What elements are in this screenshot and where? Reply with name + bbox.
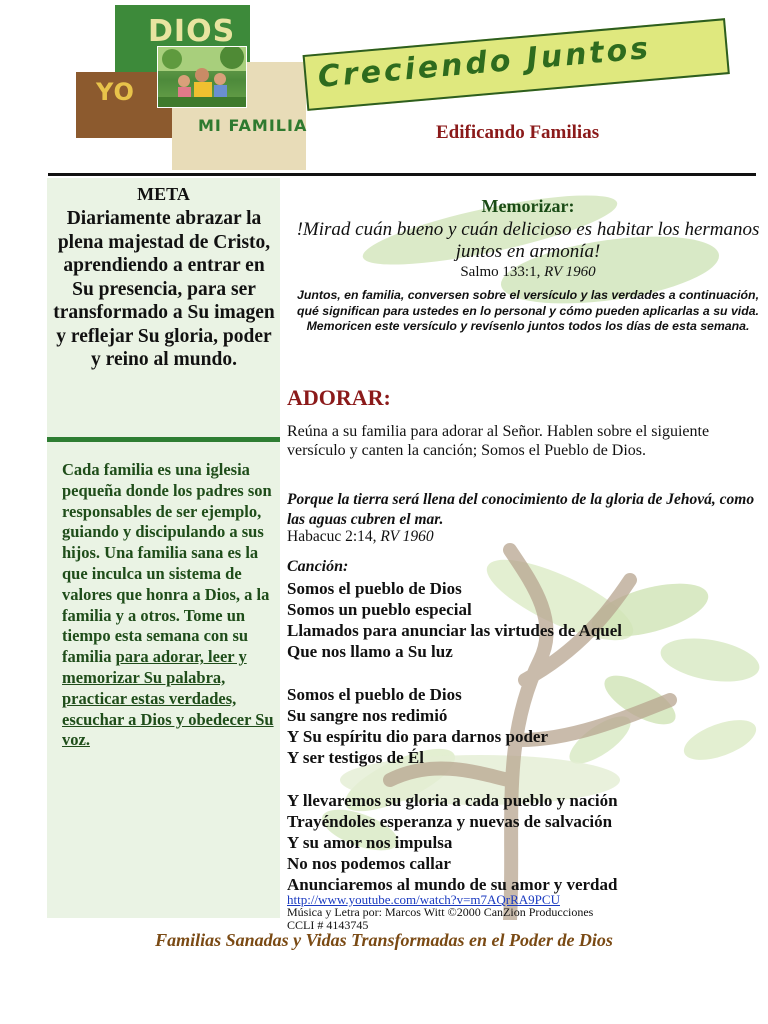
page-subtitle: Edificando Familias [436, 122, 600, 143]
song-stanza-3 [287, 790, 757, 895]
family-text: Cada familia es una iglesia pequeña donde los padres son responsables de ser ejemplo, guiando y discipulando a sus hijos. Una familia sana es la que inculca un sistema de valores que honra a Dios, a la familia y a otros. Tome un tiempo esta semana con su familia [62, 460, 272, 667]
family-paragraph [62, 460, 274, 751]
song-stanza-2 [287, 684, 757, 768]
scripture-reference [287, 528, 434, 546]
adorar-text: Reúna a su familia para adorar al Señor. Hablen sobre el siguiente versículo y canten la canción; Somos el Pueblo de Dios. [287, 423, 710, 459]
footer-tagline: Familias Sanadas y Vidas Transformadas en el Poder de Dios [155, 930, 613, 950]
lyric-line: Su sangre nos redimió [287, 706, 448, 725]
meta-text: Diariamente abrazar la plena majestad de Cristo, aprendiendo a entrar en Su presencia, para ser transformado a Su imagen y reflejar Su gloria, poder y reino al mundo. [53, 208, 275, 370]
adorar-title: ADORAR: [287, 385, 391, 410]
lyric-line: Somos un pueblo especial [287, 600, 472, 619]
song-video-link[interactable]: http://www.youtube.com/watch?v=m7AQrRA9PCU [287, 892, 560, 907]
logo-yo: YO [96, 78, 135, 106]
song-credits [287, 906, 593, 932]
lyric-line: No nos podemos callar [287, 854, 451, 873]
banner-title: Creciendo Juntos [316, 30, 653, 95]
ccli-number: CCLI # 4143745 [287, 918, 369, 932]
lyric-line: Y ser testigos de Él [287, 748, 424, 767]
song-stanza-1 [287, 578, 757, 662]
memorize-ref: Salmo 133:1, [460, 264, 545, 280]
credits-text: Música y Letra por: Marcos Witt ©2000 CanZion Producciones [287, 905, 594, 919]
scripture-ref: Habacuc 2:14, [287, 528, 381, 545]
lyric-line: Y su amor nos impulsa [287, 833, 453, 852]
lyric-line: Y Su espíritu dio para darnos poder [287, 727, 549, 746]
memorize-ref-version: RV 1960 [544, 264, 596, 280]
lyric-line: Somos el pueblo de Dios [287, 685, 462, 704]
lyric-line: Llamados para anunciar las virtudes de Aquel [287, 621, 623, 640]
header-divider [48, 173, 756, 176]
logo-mi-familia: MI FAMILIA [198, 116, 308, 135]
lyric-line: Que nos llamo a Su luz [287, 642, 453, 661]
logo-dios: DIOS [148, 14, 236, 49]
family-photo [157, 46, 247, 108]
lyric-line: Anunciaremos al mundo de su amor y verdad [287, 875, 618, 894]
song-title: Canción: [287, 558, 349, 575]
memorize-verse: !Mirad cuán bueno y cuán delicioso es habitar los hermanos juntos en armonía! [296, 219, 760, 262]
memorize-reference [290, 264, 766, 281]
memorize-title: Memorizar: [481, 196, 575, 216]
memorize-instructions: Juntos, en familia, conversen sobre el versículo y las verdades a continuación, qué significan para ustedes en lo personal y cómo pueden aplicarlas a su vida. Memoricen este versículo y revísenlo juntos todos los días de esta semana. [297, 288, 759, 333]
lyric-line: Trayéndoles esperanza y nuevas de salvación [287, 812, 613, 831]
meta-title: META [137, 184, 190, 204]
family-text-underlined: para adorar, leer y memorizar Su palabra, practicar estas verdades, escuchar a Dios y obedecer Su voz. [62, 647, 274, 750]
sidebar-divider [47, 437, 280, 442]
scripture-text: Porque la tierra será llena del conocimiento de la gloria de Jehová, como las aguas cubren el mar. [287, 491, 755, 528]
lyric-line: Y llevaremos su gloria a cada pueblo y nación [287, 791, 618, 810]
scripture-ref-version: RV 1960 [380, 528, 434, 545]
lyric-line: Somos el pueblo de Dios [287, 579, 462, 598]
